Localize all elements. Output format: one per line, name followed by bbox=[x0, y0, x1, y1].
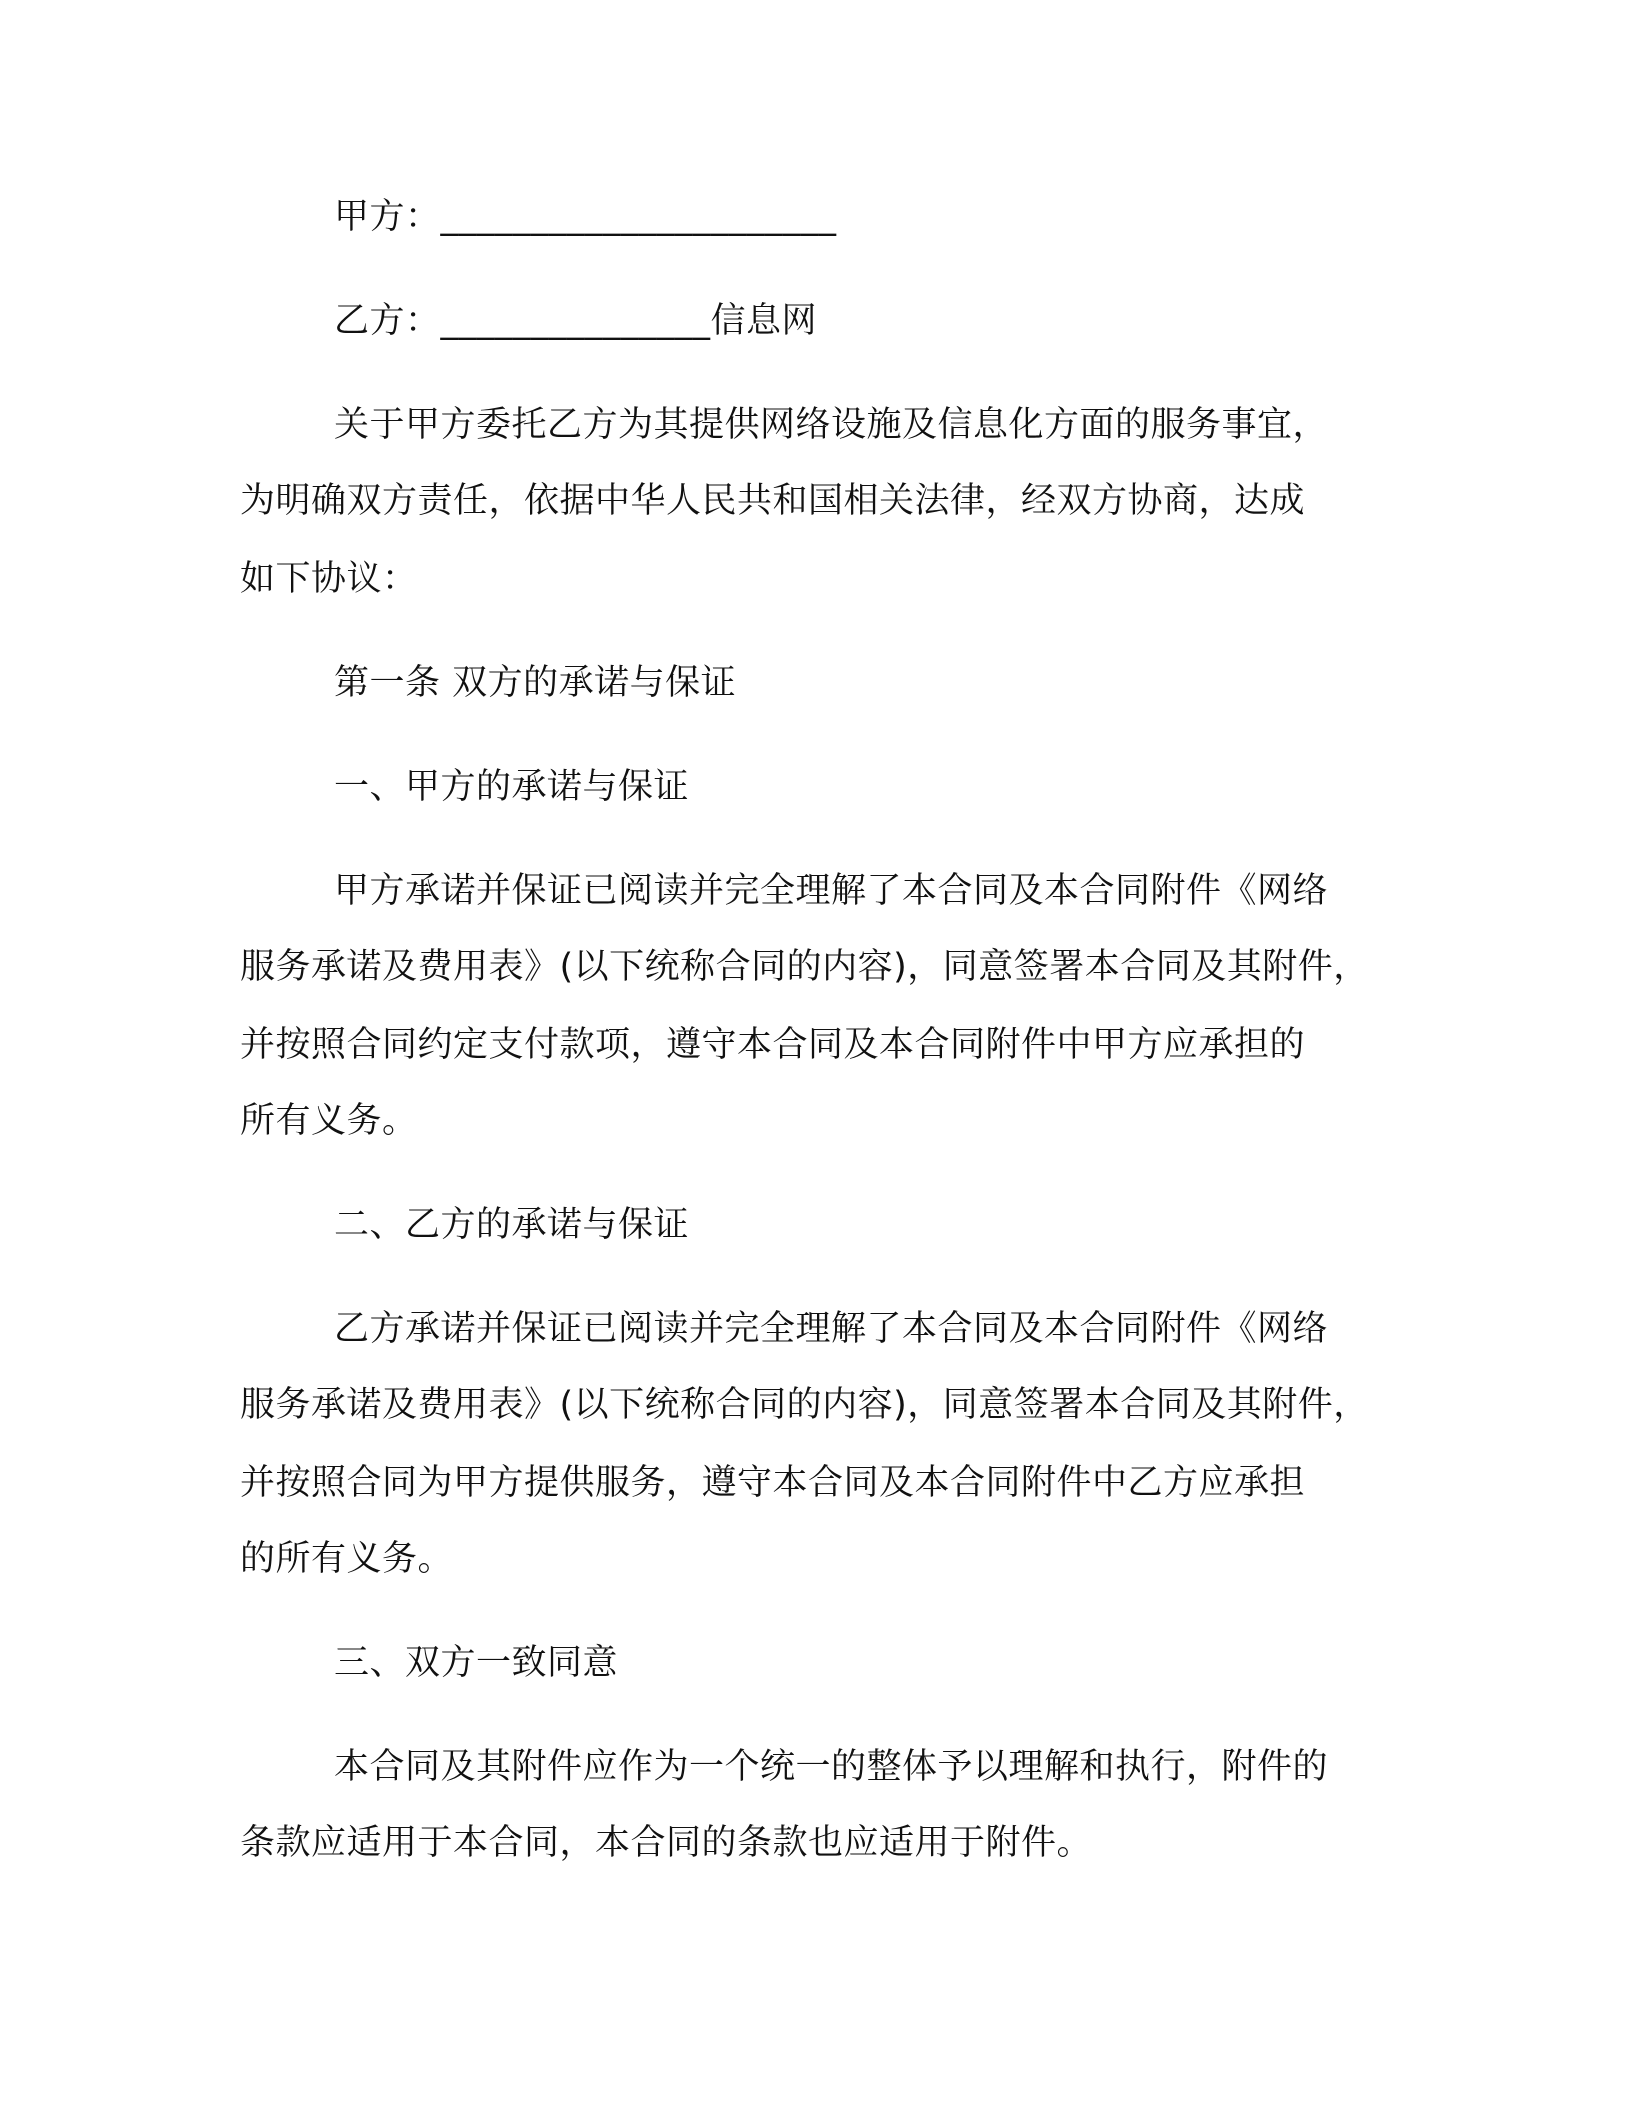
section-2-line-4: 的所有义务。 bbox=[240, 1539, 454, 1579]
party-b-blank: _______________ bbox=[440, 301, 711, 341]
section-1-line-2: 服务承诺及费用表》(以下统称合同的内容)，同意签署本合同及其附件， bbox=[240, 947, 1369, 987]
party-a-line bbox=[334, 192, 837, 242]
section-2-line-2: 服务承诺及费用表》(以下统称合同的内容)，同意签署本合同及其附件， bbox=[240, 1385, 1369, 1425]
article-1-title: 第一条 双方的承诺与保证 bbox=[334, 663, 737, 703]
section-2-heading: 二、乙方的承诺与保证 bbox=[334, 1205, 690, 1245]
party-b-line bbox=[334, 296, 817, 346]
section-3-line-2: 条款应适用于本合同，本合同的条款也应适用于附件。 bbox=[240, 1823, 1093, 1863]
intro-line-1: 关于甲方委托乙方为其提供网络设施及信息化方面的服务事宜， bbox=[334, 405, 1329, 445]
intro-line-3: 如下协议： bbox=[240, 559, 418, 599]
party-b-label: 乙方： bbox=[334, 301, 441, 341]
section-1-line-4: 所有义务。 bbox=[240, 1101, 418, 1141]
section-2-line-1: 乙方承诺并保证已阅读并完全理解了本合同及本合同附件《网络 bbox=[334, 1309, 1329, 1349]
intro-line-2: 为明确双方责任，依据中华人民共和国相关法律，经双方协商，达成 bbox=[240, 481, 1306, 521]
section-1-line-3: 并按照合同约定支付款项，遵守本合同及本合同附件中甲方应承担的 bbox=[240, 1025, 1306, 1065]
section-1-heading: 一、甲方的承诺与保证 bbox=[334, 767, 690, 807]
section-1-line-1: 甲方承诺并保证已阅读并完全理解了本合同及本合同附件《网络 bbox=[334, 871, 1329, 911]
section-3-heading: 三、双方一致同意 bbox=[334, 1643, 619, 1683]
party-a-label: 甲方： bbox=[334, 197, 441, 237]
party-b-suffix: 信息网 bbox=[710, 301, 818, 341]
party-a-blank: ______________________ bbox=[440, 197, 837, 237]
section-2-line-3: 并按照合同为甲方提供服务，遵守本合同及本合同附件中乙方应承担 bbox=[240, 1463, 1306, 1503]
section-3-line-1: 本合同及其附件应作为一个统一的整体予以理解和执行，附件的 bbox=[334, 1747, 1329, 1787]
